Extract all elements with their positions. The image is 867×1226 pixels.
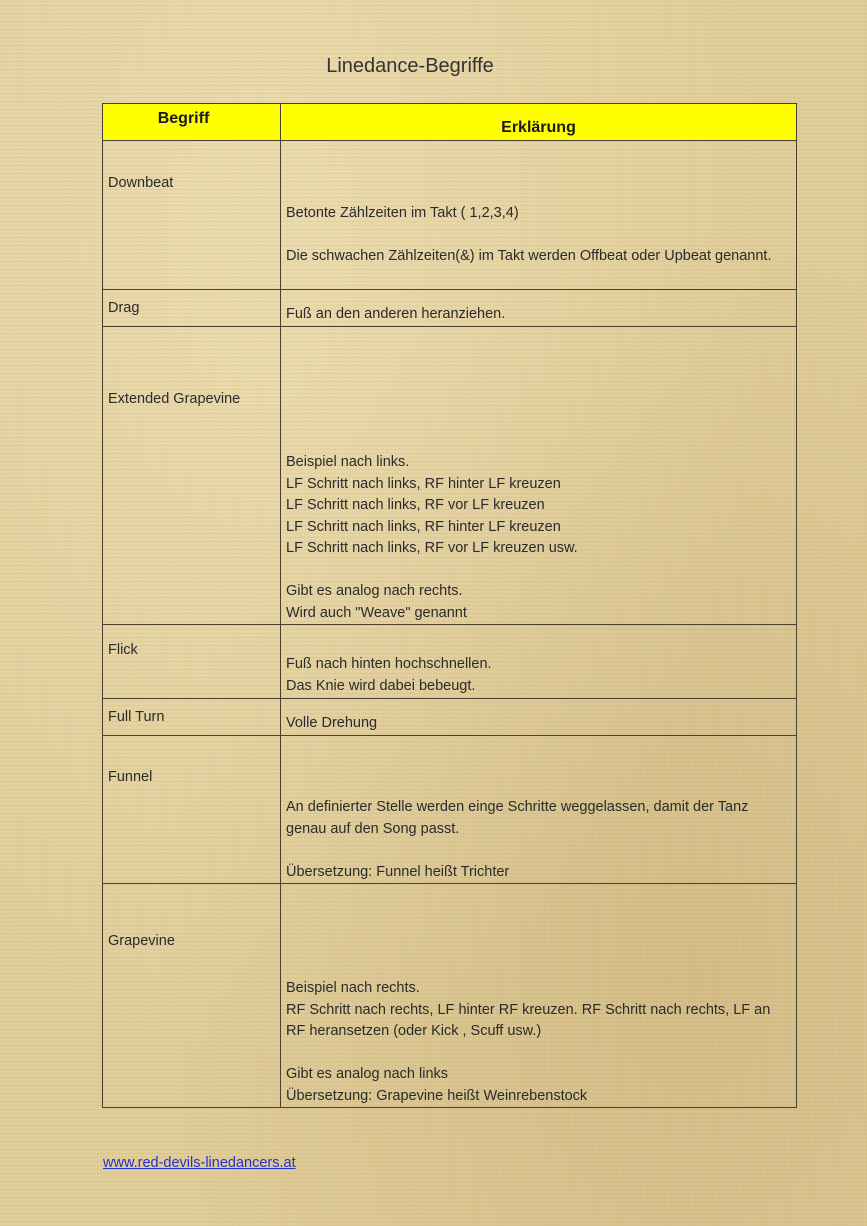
term-label: Drag xyxy=(108,300,140,316)
term-label: Grapevine xyxy=(108,933,175,949)
term-label: Flick xyxy=(108,642,138,658)
term-cell xyxy=(103,290,281,327)
explanation-line: Das Knie wird dabei bebeugt. xyxy=(286,677,476,694)
explanation-line: RF Schritt nach rechts, LF hinter RF kreuzen. RF Schritt nach rechts, LF an RF heransetzen (oder Kick , Scuff usw.) xyxy=(286,1001,771,1039)
header-term-label: Begriff xyxy=(157,110,210,128)
explanation-line: Fuß nach hinten hochschnellen. xyxy=(286,656,492,672)
table-row xyxy=(103,141,797,290)
table-row xyxy=(103,736,797,884)
explanation-line: LF Schritt nach links, RF vor LF kreuzen xyxy=(286,497,545,513)
terms-table xyxy=(102,103,797,1108)
explanation-line: LF Schritt nach links, RF hinter LF kreuzen xyxy=(286,518,561,535)
table-header-row xyxy=(103,104,797,141)
term-cell xyxy=(103,327,281,625)
explanation-line xyxy=(286,840,791,862)
table-row xyxy=(103,884,797,1108)
explanation-line xyxy=(286,1043,791,1065)
explanation-line: LF Schritt nach links, RF vor LF kreuzen usw. xyxy=(286,540,578,556)
explanation-cell xyxy=(281,290,797,327)
header-explanation-label: Erklärung xyxy=(501,119,576,137)
explanation-line: Gibt es analog nach links xyxy=(286,1066,449,1082)
explanation-cell xyxy=(281,699,797,736)
table-row xyxy=(103,327,797,625)
explanation-line xyxy=(286,225,791,247)
term-cell xyxy=(103,736,281,884)
explanation-line: Beispiel nach rechts. xyxy=(286,980,420,996)
term-cell xyxy=(103,141,281,290)
term-cell xyxy=(103,699,281,736)
website-link[interactable]: www.red-devils-linedancers.at xyxy=(103,1155,296,1171)
explanation-line: Beispiel nach links. xyxy=(286,454,410,470)
header-explanation xyxy=(281,104,797,141)
table-row xyxy=(103,290,797,327)
page-title: Linedance-Begriffe xyxy=(326,55,494,77)
explanation-cell xyxy=(281,625,797,699)
term-label: Full Turn xyxy=(108,709,165,725)
explanation-line: LF Schritt nach links, RF hinter LF kreuzen xyxy=(286,475,561,492)
explanation-line: Betonte Zählzeiten im Takt ( 1,2,3,4) xyxy=(286,205,519,221)
term-label: Extended Grapevine xyxy=(108,391,241,407)
table-row xyxy=(103,625,797,699)
explanation-line: Volle Drehung xyxy=(286,715,378,731)
header-term xyxy=(103,104,281,141)
table-row xyxy=(103,699,797,736)
explanation-line: Wird auch "Weave" genannt xyxy=(286,604,467,621)
explanation-cell xyxy=(281,736,797,884)
explanation-cell xyxy=(281,884,797,1108)
explanation-cell xyxy=(281,141,797,290)
term-cell xyxy=(103,884,281,1108)
term-label: Downbeat xyxy=(108,175,174,191)
explanation-line: Übersetzung: Grapevine heißt Weinrebenstock xyxy=(286,1087,588,1104)
explanation-line: An definierter Stelle werden einge Schritte weggelassen, damit der Tanz genau auf den Song passt. xyxy=(286,799,749,837)
explanation-line: Die schwachen Zählzeiten(&) im Takt werden Offbeat oder Upbeat genannt. xyxy=(286,248,772,264)
explanation-line: Fuß an den anderen heranziehen. xyxy=(286,306,506,322)
explanation-line xyxy=(286,560,791,582)
term-label: Funnel xyxy=(108,769,153,785)
explanation-line: Gibt es analog nach rechts. xyxy=(286,583,463,599)
term-cell xyxy=(103,625,281,699)
explanation-cell xyxy=(281,327,797,625)
explanation-line: Übersetzung: Funnel heißt Trichter xyxy=(286,863,510,880)
